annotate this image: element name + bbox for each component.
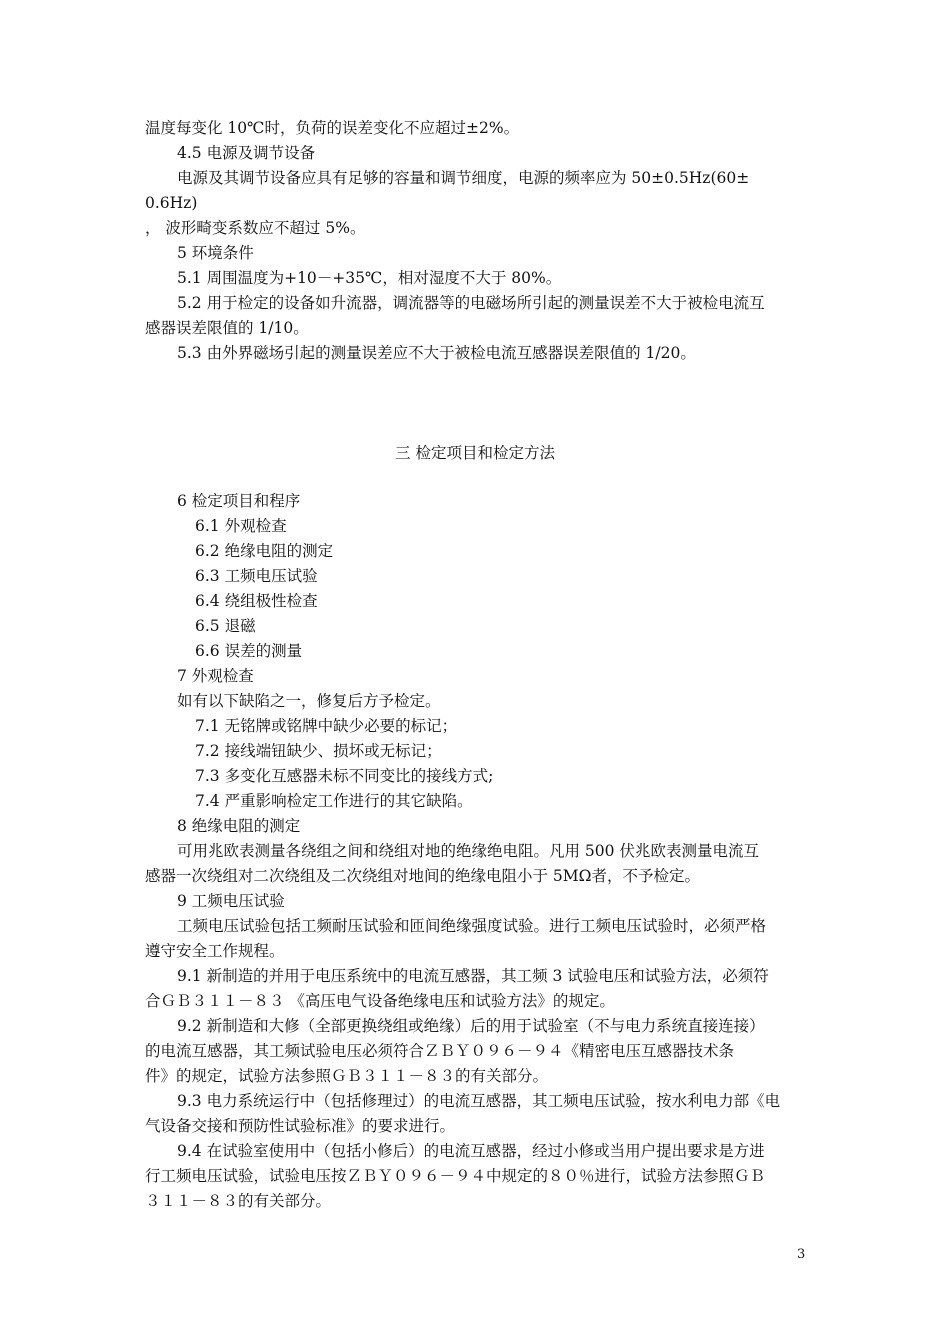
- text-line: 9.4 在试验室使用中（包括小修后）的电流互感器，经过小修或当用户提出要求是方进: [177, 1142, 765, 1160]
- section-title: 7 外观检查: [177, 667, 254, 685]
- text-line: 9.1 新制造的并用于电压系统中的电流互感器，其工频 3 试验电压和试验方法，必须符: [177, 967, 769, 985]
- text-line: 工频电压试验包括工频耐压试验和匝间绝缘强度试验。进行工频电压试验时，必须严格: [177, 917, 767, 935]
- text-line: 合ＧＢ３１１－８３ 《高压电气设备绝缘电压和试验方法》的规定。: [145, 992, 615, 1010]
- text-line: 5.2 用于检定的设备如升流器，调流器等的电磁场所引起的测量误差不大于被检电流互: [177, 294, 765, 312]
- text-line: 9.3 电力系统运行中（包括修理过）的电流互感器，其工频电压试验，按水利电力部《电: [177, 1092, 781, 1110]
- text-line: 温度每变化 10℃时，负荷的误差变化不应超过±2%。: [145, 119, 520, 137]
- page-number: 3: [797, 1247, 806, 1262]
- text-line: 可用兆欧表测量各绕组之间和绕组对地的绝缘绝电阻。凡用 500 伏兆欧表测量电流互: [177, 842, 759, 860]
- text-line: 气设备交接和预防性试验标准》的要求进行。: [145, 1117, 456, 1135]
- list-item: 6.1 外观检查: [195, 517, 287, 535]
- section-title: 8 绝缘电阻的测定: [177, 817, 301, 835]
- list-item: 7.1 无铭牌或铭牌中缺少必要的标记；: [195, 717, 458, 735]
- text-line: 5.3 由外界磁场引起的测量误差应不大于被检电流互感器误差限值的 1/20。: [177, 344, 696, 362]
- list-item: 6.3 工频电压试验: [195, 567, 318, 585]
- section-title: 5 环境条件: [177, 244, 254, 262]
- text-line: 感器误差限值的 1/10。: [145, 319, 309, 337]
- text-line: 5.1 周围温度为+10－+35℃，相对湿度不大于 80%。: [177, 269, 562, 287]
- text-line: 感器一次绕组对二次绕组及二次绕组对地间的绝缘电阻小于 5MΩ者，不予检定。: [145, 867, 701, 885]
- section-title: 9 工频电压试验: [177, 892, 285, 910]
- subsection-title: 4.5 电源及调节设备: [177, 144, 316, 162]
- list-item: 6.5 退磁: [195, 617, 256, 635]
- list-item: 7.4 严重影响检定工作进行的其它缺陷。: [195, 792, 473, 810]
- text-line: 行工频电压试验，试验电压按ＺＢＹ０９６－９４中规定的８０％进行，试验方法参照ＧＢ: [145, 1167, 766, 1185]
- list-item: 6.4 绕组极性检查: [195, 592, 318, 610]
- text-line: 的电流互感器，其工频试验电压必须符合ＺＢＹ０９６－９４《精密电压互感器技术条: [145, 1042, 735, 1060]
- list-item: 7.2 接线端钮缺少、损坏或无标记；: [195, 742, 442, 760]
- list-item: 6.6 误差的测量: [195, 642, 303, 660]
- text-line: ， 波形畸变系数应不超过 5%。: [145, 219, 366, 237]
- text-line: 如有以下缺陷之一，修复后方予检定。: [177, 692, 441, 710]
- text-line: 0.6Hz): [145, 194, 198, 212]
- section-title: 6 检定项目和程序: [177, 492, 301, 510]
- text-line: ３１１－８３的有关部分。: [145, 1192, 332, 1210]
- text-line: 件》的规定，试验方法参照ＧＢ３１１－８３的有关部分。: [145, 1067, 549, 1085]
- list-item: 7.3 多变化互感器未标不同变比的接线方式;: [195, 767, 494, 785]
- text-line: 电源及其调节设备应具有足够的容量和调节细度，电源的频率应为 50±0.5Hz(60±: [177, 169, 750, 187]
- chapter-heading: 三 检定项目和检定方法: [395, 444, 555, 462]
- text-line: 遵守安全工作规程。: [145, 942, 285, 960]
- list-item: 6.2 绝缘电阻的测定: [195, 542, 334, 560]
- text-line: 9.2 新制造和大修（全部更换绕组或绝缘）后的用于试验室（不与电力系统直接连接）: [177, 1017, 765, 1035]
